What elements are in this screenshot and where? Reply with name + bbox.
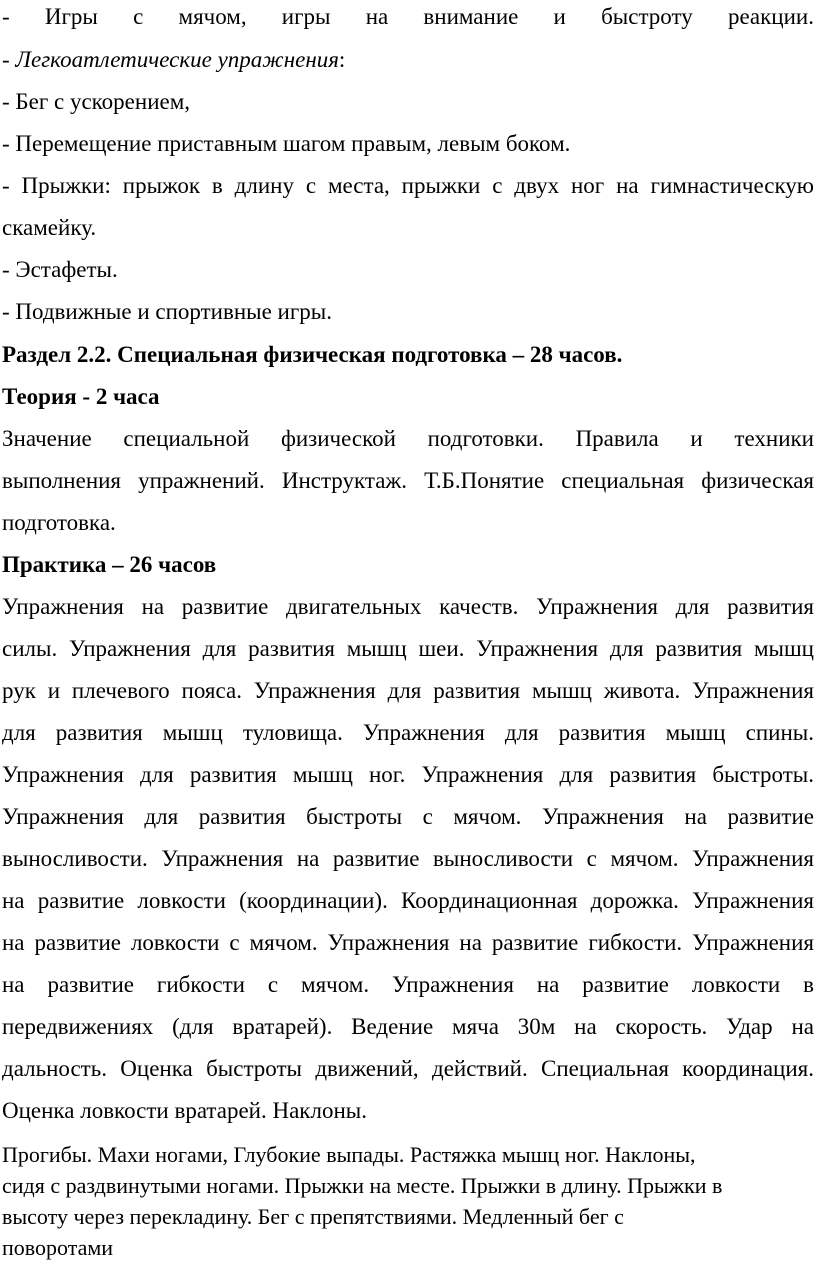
theory-heading: Теория - 2 часа [2,384,160,409]
theory-paragraph-line: выполнения упражнений. Инструктаж. Т.Б.Понятие специальная физическая [2,468,814,493]
colon-suffix: : [338,47,346,72]
list-item-side-step: - Перемещение приставным шагом правым, левым боком. [2,131,571,156]
athletics-label: Легкоатлетические упражнения [15,47,339,72]
closing-paragraph-line: поворотами [2,1235,114,1260]
theory-paragraph-line: подготовка. [2,510,116,535]
closing-paragraph-line: сидя с раздвинутыми ногами. Прыжки на месте. Прыжки в длину. Прыжки в [2,1173,723,1198]
dash-prefix: - [2,47,16,72]
practice-paragraph-line: силы. Упражнения для развития мышц шеи. Упражнения для развития мышц [2,636,814,661]
list-item-outdoor-games: - Подвижные и спортивные игры. [2,299,332,324]
practice-paragraph-line: на развитие ловкости с мячом. Упражнения на развитие гибкости. Упражнения [2,930,814,955]
practice-paragraph-line: Упражнения для развития быстроты с мячом. Упражнения на развитие [2,804,814,829]
list-item-athletics-heading [2,46,814,74]
closing-paragraph-line: Прогибы. Махи ногами, Глубокие выпады. Растяжка мышц ног. Наклоны, [2,1142,696,1167]
list-item-relays: - Эстафеты. [2,257,118,282]
theory-paragraph-line: Значение специальной физической подготовки. Правила и техники [2,426,814,451]
list-item-ball-games: - Игры с мячом, игры на внимание и быстроту реакции. [2,4,814,29]
practice-paragraph-line: на развитие ловкости (координации). Координационная дорожка. Упражнения [2,888,814,913]
practice-heading: Практика – 26 часов [2,552,217,577]
section-heading: Раздел 2.2. Специальная физическая подготовка – 28 часов. [2,342,623,367]
practice-paragraph-line: Упражнения на развитие двигательных качеств. Упражнения для развития [2,594,814,619]
practice-paragraph-line: для развития мышц туловища. Упражнения для развития мышц спины. [2,720,814,745]
practice-paragraph-line: дальность. Оценка быстроты движений, действий. Специальная координация. [2,1056,814,1081]
practice-paragraph-line: Упражнения для развития мышц ног. Упражнения для развития быстроты. [2,762,814,787]
closing-paragraph-line: высоту через перекладину. Бег с препятствиями. Медленный бег с [2,1204,624,1229]
list-item-acceleration-run: - Бег с ускорением, [2,89,191,114]
practice-paragraph-line: передвижениях (для вратарей). Ведение мяча 30м на скорость. Удар на [2,1014,814,1039]
practice-paragraph-line: Оценка ловкости вратарей. Наклоны. [2,1098,367,1123]
practice-paragraph-line: выносливости. Упражнения на развитие выносливости с мячом. Упражнения [2,846,814,871]
practice-paragraph-line: рук и плечевого пояса. Упражнения для развития мышц живота. Упражнения [2,678,814,703]
practice-paragraph-line: на развитие гибкости с мячом. Упражнения на развитие ловкости в [2,972,814,997]
list-item-jumps: - Прыжки: прыжок в длину с места, прыжки с двух ног на гимнастическую [2,173,814,198]
list-item-jumps-continued: скамейку. [2,215,97,240]
